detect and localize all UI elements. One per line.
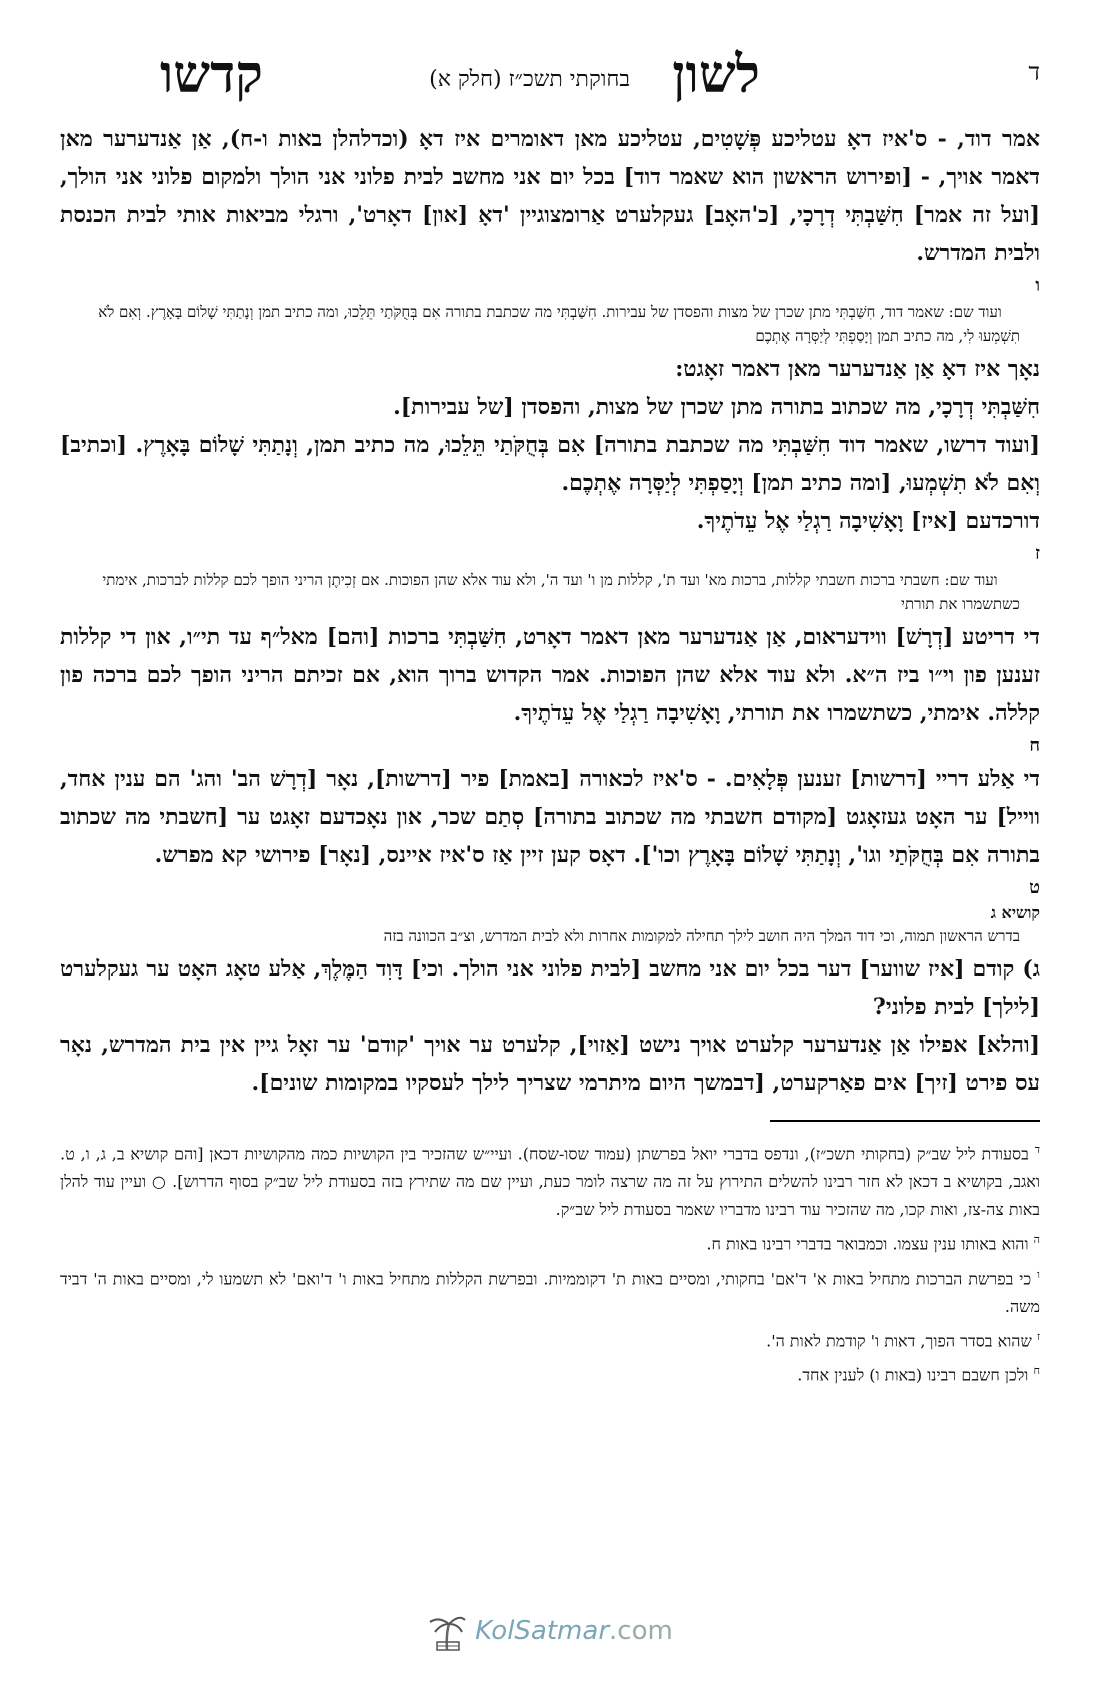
footnote bbox=[60, 1323, 1040, 1355]
paragraph: דורכדעם [איז] וָאָשִׁיבָה רַגְלַי אֶל עֵדֹתֶיךָ. bbox=[696, 508, 1040, 534]
source-quote: בדרש הראשון תמוה, וכי דוד המלך היה חושב לילך תחילה למקומות אחרות ולא לבית המדרש, וצ״ב הכוונה בזה bbox=[383, 927, 1020, 945]
logo-suffix: .com bbox=[609, 1616, 673, 1646]
footnote-text: ולכן חשבם רבינו (באות ו) לענין אחד. bbox=[797, 1365, 1029, 1385]
footnote-mark: ח bbox=[1033, 1364, 1040, 1378]
page-header bbox=[60, 44, 1040, 110]
footnote-divider bbox=[770, 1120, 1040, 1122]
site-logo bbox=[0, 1610, 1100, 1660]
footnote-text: כי בפרשת הברכות מתחיל באות א' ד'אם' בחקותי, ומסיים באות ת' דקוממיות. ובפרשת הקללות מתחיל באות ו' ד'ואם' לא תשמעו לי, ומסיים באות ה' דביד משה. bbox=[60, 1268, 1040, 1316]
running-title-right: לשון bbox=[672, 44, 760, 105]
paragraph: ג) קודם [איז שווער] דער בכל יום אני מחשב [לבית פלוני אני הולך. וכי] דָּוִד הַמֶּלֶךְ, אַלע טאָג האָט ער געקלערט [לילך] לבית פלוני? bbox=[60, 956, 1041, 1020]
question-label: קושיא ג bbox=[990, 903, 1040, 922]
source-quote: ועוד שם: חשבתי ברכות חשבתי קללות, ברכות מא' ועד ת', קללות מן ו' ועד ה', ולא עוד אלא שהן הפוכות. אם זְכִיתֶן הריני הופך לכם קללות לברכות, אימתי כשתשמרו את תורתי bbox=[102, 571, 1020, 613]
page-number: ד bbox=[1028, 58, 1040, 86]
paragraph: אמר דוד, - ס'איז דאָ עטליכע פְּשָׁטִים, עטליכע מאן דאומרים איז דאָ (וכדלהלן באות ו-ח), אַן אַנדערער מאן דאמר אויך, - [ופירוש הראשון הוא שאמר דוד] בכל יום אני מחשב לבית פלוני אני הולך ולמקום פלוני אני הולך, [ועל זה אמר] חִשַּׁבְתִּי דְרָכָי, [כ'האָב] געקלערט אַרומצוגיין 'דאָ [און] דאָרט', ורגלי מביאות אותי לבית הכנסת ולבית המדרש. bbox=[60, 126, 1040, 266]
paragraph: די דריטע [דְרָשׁ] ווידעראום, אַן אַנדערער מאן דאמר דאָרט, חִשַּׁבְתִּי ברכות [והם] מאל״ף עד תי״ו, און די קללות זענען פון וי״ו ביז ה״א. ולא עוד אלא שהן הפוכות. אמר הקדוש ברוך הוא, אם זכיתם הריני הופך לכם ברכה פון קללה. אימתי, כשתשמרו את תורתי, וָאָשִׁיבָה רַגְלַי אֶל עֵדֹתֶיךָ. bbox=[60, 624, 1040, 726]
logo-text bbox=[475, 1616, 673, 1646]
footnote-text: בסעודת ליל שב״ק (בחקותי תשכ״ז), ונדפס בדברי יואל בפרשתן (עמוד שסו-שסח). ועיי״ש שהזכיר בין הקושיות כמה מהקושיות דכאן [והם קושיא ב, ג, ו, ט. ואגב, בקושיא ב דכאן לא חזר רבינו להשלים התירוץ על זה מה שרצה לומר כעת, ועיין שם מה שתירץ בזה בסעודת ליל שב״ק בסוף הדרוש]. ○ ועיין עוד להלן באות צה-צז, ואות קכו, מה שהזכיר עוד רבינו מדבריו שאמר בסעודת ליל שב״ק. bbox=[60, 1144, 1041, 1220]
footnotes bbox=[60, 1136, 1040, 1390]
footnote-text: שהוא בסדר הפוך, דאות ו' קודמת לאות ה'. bbox=[766, 1331, 1032, 1351]
footnote-mark: ה bbox=[1033, 1233, 1040, 1247]
main-text bbox=[60, 120, 1040, 1392]
footnote bbox=[60, 1357, 1040, 1389]
palm-tree-icon bbox=[427, 1610, 467, 1652]
section-marker: ו bbox=[1035, 275, 1040, 296]
paragraph: [ועוד דרשו, שאמר דוד חִשַּׁבְתִּי מה שכתבת בתורה] אִם בְּחֻקֹּתַי תֵּלֵכוּ, מה כתיב תמן, וְנָתַתִּי שָׁלוֹם בָּאָרֶץ. [וכתיב] וְאִם לֹא תִשְׁמְעוּ, [ומה כתיב תמן] וְיָסַפְתִּי לְיַסְּרָה אֶתְכֶם. bbox=[60, 432, 1040, 496]
running-title-left: קדשו bbox=[160, 44, 263, 105]
source-quote: ועוד שם: שאמר דוד, חִשַּׁבְתִּי מתן שכרן של מצות והפסדן של עבירות. חִשַּׁבְתִּי מה שכתבת בתורה אִם בְּחֻקֹּתַי תֵּלֵכוּ, ומה כתיב תמן וְנָתַתִּי שָׁלוֹם בָּאָרֶץ. וְאִם לֹא תִשְׁמְעוּ לִי, מה כתיב תמן וְיָסַפְתִּי לְיַסְּרָה אֶתְכֶם bbox=[98, 303, 1020, 345]
paragraph: [והלא] אפילו אַן אַנדערער קלערט אויך נישט [אַזוי], קלערט ער אויך 'קודם' ער זאָל גיין אין בית המדרש, נאָר עס פירט [זיך] אים פאַרקערט, [דבמשך היום מיתרמי שצריך לילך לעסקיו במקומות שונים]. bbox=[60, 1032, 1040, 1096]
footnote-mark: ז bbox=[1036, 1329, 1040, 1343]
footnote-text: והוא באותו ענין עצמו. וכמבואר בדברי רבינו באות ח. bbox=[706, 1234, 1029, 1254]
logo-name: KolSatmar bbox=[475, 1616, 610, 1646]
section-marker: ח bbox=[1029, 735, 1040, 756]
section-marker: ז bbox=[1034, 543, 1040, 564]
paragraph: די אַלע דריי [דרשות] זענען פְּלָאִים. - ס'איז לכאורה [באמת] פיר [דרשות], נאָר [דְרָשׁ הב' והג' הם ענין אחד, ווייל] ער האָט געזאָגט [מקודם חשבתי מה שכתוב בתורה] סְתַם שכר, און נאָכדעם זאָגט ער [חשבתי מה שכתוב בתורה אִם בְּחֻקֹּתַי וגו', וְנָתַתִּי שָׁלוֹם בָּאָרֶץ וכו']. דאָס קען זיין אַז ס'איז איינס, [נאָר] פירושי קא מפרש. bbox=[60, 766, 1040, 868]
footnote-mark: ו bbox=[1037, 1267, 1040, 1281]
footnote bbox=[60, 1226, 1040, 1258]
footnote-mark: ד bbox=[1034, 1143, 1040, 1156]
paragraph: חִשַּׁבְתִּי דְרָכָי, מה שכתוב בתורה מתן שכרן של מצות, והפסדן [של עבירות]. bbox=[393, 394, 1040, 420]
section-marker: ט bbox=[1029, 877, 1040, 898]
footnote bbox=[60, 1261, 1040, 1321]
section-title: בחוקתי תשכ״ז (חלק א) bbox=[429, 67, 630, 92]
paragraph: נאָך איז דאָ אַן אַנדערער מאן דאמר זאָגט: bbox=[675, 356, 1040, 382]
footnote bbox=[60, 1136, 1040, 1224]
